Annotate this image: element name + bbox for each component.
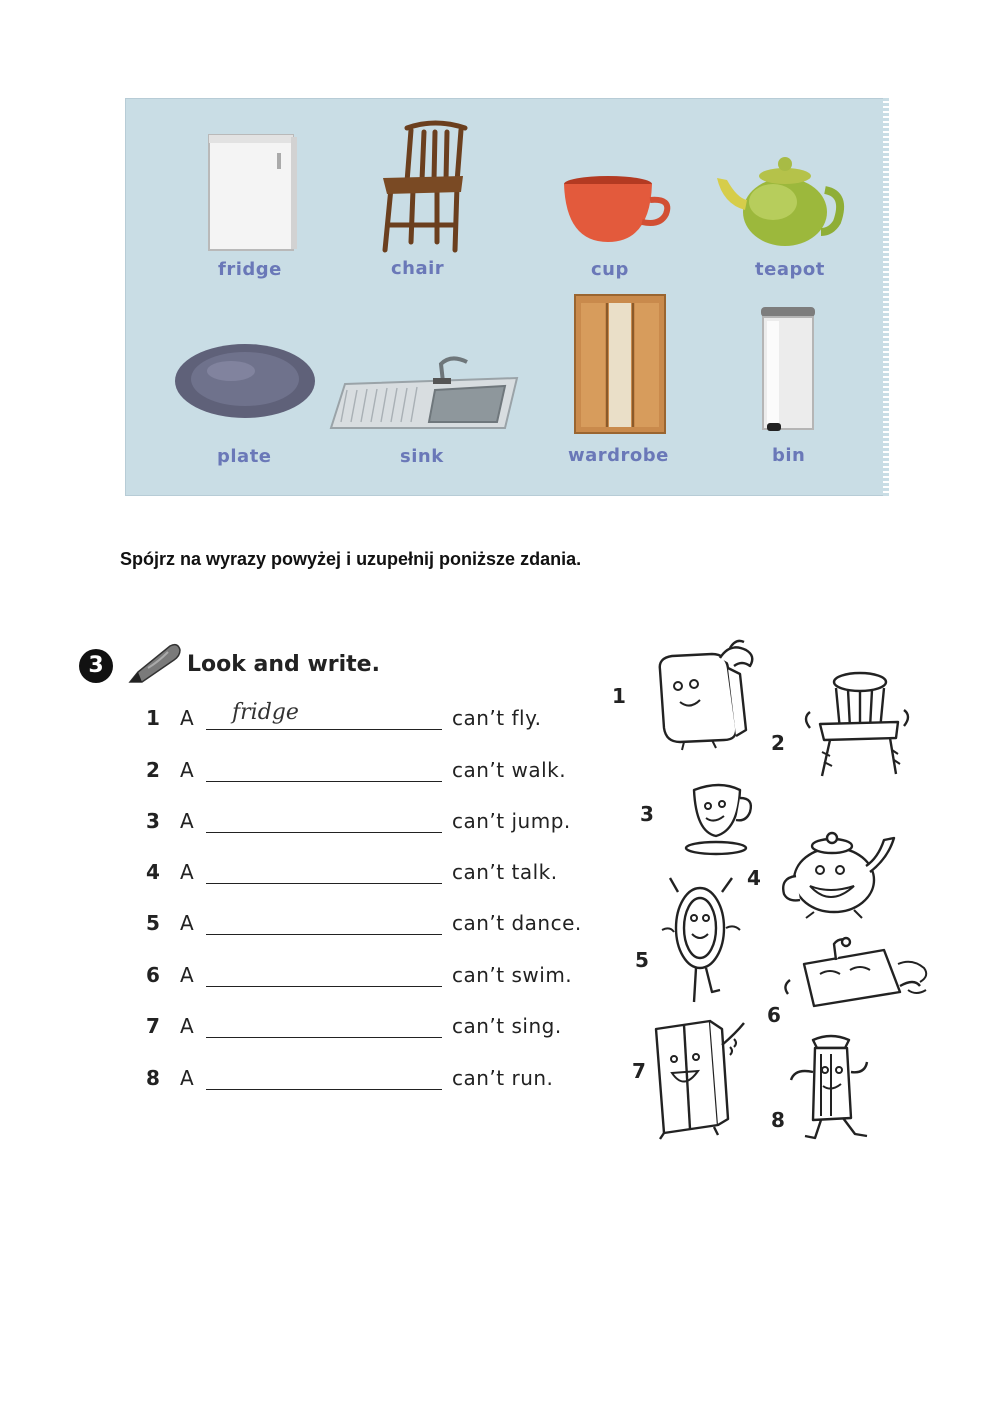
answer-blank[interactable] — [206, 832, 442, 833]
sentence-row-2 — [146, 758, 606, 788]
sentence-row-6 — [146, 963, 606, 993]
answer-blank[interactable] — [206, 781, 442, 782]
row-number: 3 — [146, 809, 160, 833]
vocab-label-fridge: fridge — [218, 259, 282, 280]
plate-icon — [173, 341, 318, 421]
chair-icon — [377, 120, 472, 255]
sentence-row-1 — [146, 700, 606, 736]
vocab-label-chair: chair — [391, 258, 445, 279]
answer-blank[interactable] — [206, 883, 442, 884]
row-verb: can’t run. — [452, 1066, 554, 1090]
row-article: A — [180, 809, 194, 833]
answer-blank[interactable] — [206, 986, 442, 987]
row-verb: can’t fly. — [452, 706, 542, 730]
row-article: A — [180, 963, 194, 987]
exercise-title: Look and write. — [187, 652, 380, 677]
vocab-label-cup: cup — [591, 259, 629, 280]
picture-number-8: 8 — [771, 1108, 785, 1132]
fridge-cartoon-icon — [650, 640, 760, 752]
vocabulary-panel — [125, 98, 885, 496]
cup-cartoon-icon — [680, 778, 762, 860]
row-article: A — [180, 1014, 194, 1038]
answer-blank[interactable] — [206, 934, 442, 935]
bin-cartoon-icon — [785, 1032, 880, 1144]
row-article: A — [180, 706, 194, 730]
picture-number-3: 3 — [640, 802, 654, 826]
wardrobe-cartoon-icon — [640, 1015, 750, 1140]
instruction-text: Spójrz na wyrazy powyżej i uzupełnij poniższe zdania. — [120, 549, 582, 569]
sentence-row-5 — [146, 911, 606, 941]
picture-number-1: 1 — [612, 684, 626, 708]
row-article: A — [180, 1066, 194, 1090]
wardrobe-icon — [573, 293, 668, 435]
answer-text: fridge — [232, 700, 299, 725]
sentence-row-3 — [146, 809, 606, 839]
cup-icon — [562, 176, 674, 248]
row-number: 1 — [146, 706, 160, 730]
plate-cartoon-icon — [660, 872, 742, 1012]
row-article: A — [180, 758, 194, 782]
row-number: 6 — [146, 963, 160, 987]
vocab-label-wardrobe: wardrobe — [568, 445, 669, 466]
chair-cartoon-icon — [800, 668, 915, 783]
row-verb: can’t walk. — [452, 758, 567, 782]
row-number: 2 — [146, 758, 160, 782]
row-number: 4 — [146, 860, 160, 884]
fridge-icon — [205, 133, 300, 253]
sentence-row-7 — [146, 1014, 606, 1044]
answer-blank[interactable] — [206, 1037, 442, 1038]
row-verb: can’t jump. — [452, 809, 571, 833]
row-article: A — [180, 911, 194, 935]
vocab-label-plate: plate — [217, 446, 272, 467]
sentence-row-4 — [146, 860, 606, 890]
row-number: 7 — [146, 1014, 160, 1038]
picture-number-7: 7 — [632, 1059, 646, 1083]
vocab-label-bin: bin — [772, 445, 806, 466]
exercise-number-badge: 3 — [79, 649, 113, 683]
sink-icon — [327, 356, 527, 434]
row-article: A — [180, 860, 194, 884]
sentence-row-8 — [146, 1066, 606, 1096]
teapot-cartoon-icon — [770, 830, 900, 920]
sink-cartoon-icon — [780, 934, 936, 1014]
pencil-icon — [124, 642, 182, 686]
bin-icon — [757, 305, 819, 435]
row-verb: can’t dance. — [452, 911, 582, 935]
picture-number-4: 4 — [747, 866, 761, 890]
picture-number-2: 2 — [771, 731, 785, 755]
vocab-label-teapot: teapot — [755, 259, 825, 280]
row-verb: can’t sing. — [452, 1014, 562, 1038]
teapot-icon — [713, 150, 848, 250]
row-verb: can’t swim. — [452, 963, 573, 987]
picture-number-5: 5 — [635, 948, 649, 972]
row-number: 8 — [146, 1066, 160, 1090]
row-number: 5 — [146, 911, 160, 935]
answer-blank[interactable] — [206, 729, 442, 730]
row-verb: can’t talk. — [452, 860, 558, 884]
answer-blank[interactable] — [206, 1089, 442, 1090]
picture-number-6: 6 — [767, 1003, 781, 1027]
vocab-label-sink: sink — [400, 446, 444, 467]
